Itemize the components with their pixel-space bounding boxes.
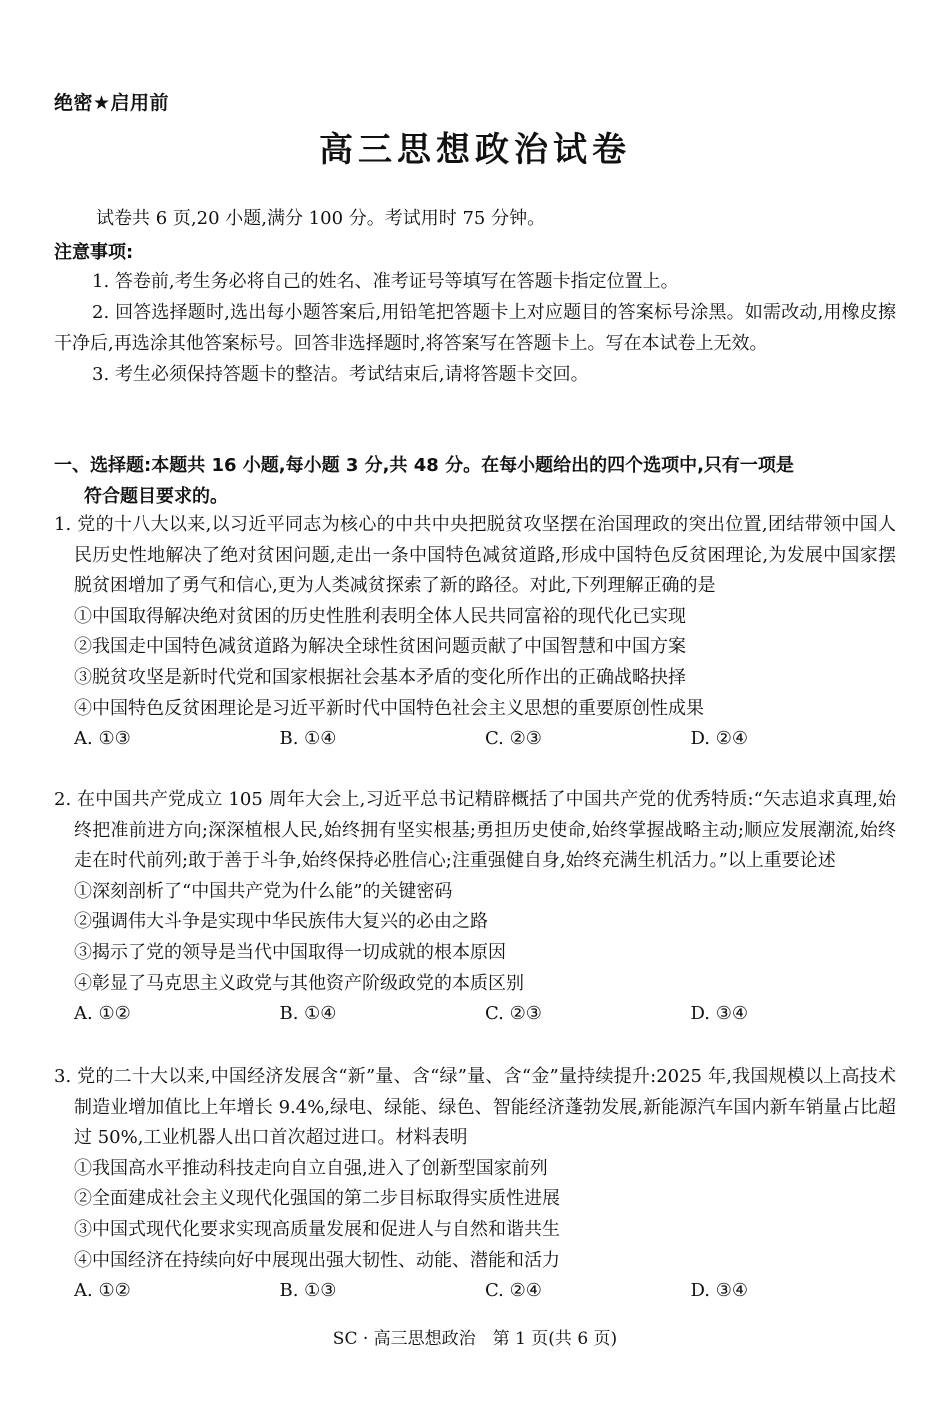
- choice-d: D. ②④: [690, 728, 749, 750]
- choice-a: A. ①②: [74, 1280, 131, 1302]
- statement-4: ④中国特色反贫困理论是习近平新时代中国特色社会主义思想的重要原创性成果: [74, 697, 704, 719]
- page-footer: SC · 高三思想政治 第 1 页(共 6 页): [332, 1329, 618, 1349]
- answer-choices: [54, 999, 896, 1030]
- statement-1: ①我国高水平推动科技走向自立自强,进入了创新型国家前列: [74, 1157, 548, 1179]
- question-1: [54, 510, 896, 755]
- notice-item: 3. 考生必须保持答题卡的整洁。考试结束后,请将答题卡交回。: [92, 364, 589, 385]
- choice-c: C. ②③: [485, 1003, 542, 1025]
- notice-heading: 注意事项:: [54, 242, 134, 263]
- statement-3: ③中国式现代化要求实现高质量发展和促进人与自然和谐共生: [74, 1218, 560, 1240]
- choice-b: B. ①④: [279, 1003, 337, 1025]
- choice-c: C. ②④: [485, 1280, 542, 1302]
- choice-d: D. ③④: [690, 1003, 749, 1025]
- answer-choices: [54, 724, 896, 755]
- question-stem: 3. 党的二十大以来,中国经济发展含“新”量、含“绿”量、含“金”量持续提升:2025 年,我国规模以上高技术制造业增加值比上年增长 9.4%,绿电、绿能、绿色、智能经济蓬勃发展,新能源汽车国内新车销量占比超过 50%,工业机器人出口首次超过进口。材料表明: [54, 1066, 896, 1149]
- question-stem: 1. 党的十八大以来,以习近平同志为核心的中共中央把脱贫攻坚摆在治国理政的突出位置,团结带领中国人民历史性地解决了绝对贫困问题,走出一条中国特色减贫道路,形成中国特色反贫困理论,为发展中国家摆脱贫困增加了勇气和信心,更为人类减贫探索了新的路径。对此,下列理解正确的是: [54, 514, 896, 597]
- statement-2: ②全面建成社会主义现代化强国的第二步目标取得实质性进展: [74, 1188, 560, 1210]
- statement-3: ③脱贫攻坚是新时代党和国家根据社会基本矛盾的变化所作出的正确战略抉择: [74, 666, 686, 688]
- statement-4: ④彰显了马克思主义政党与其他资产阶级政党的本质区别: [74, 972, 524, 994]
- exam-title: 高三思想政治试卷: [319, 130, 631, 170]
- choice-b: B. ①④: [279, 728, 337, 750]
- statement-2: ②我国走中国特色减贫道路为解决全球性贫困问题贡献了中国智慧和中国方案: [74, 636, 686, 658]
- notice-item: 1. 答卷前,考生务必将自己的姓名、准考证号等填写在答题卡指定位置上。: [92, 271, 679, 292]
- choice-a: A. ①②: [74, 1003, 131, 1025]
- question-2: [54, 785, 896, 1030]
- notice-list: [54, 266, 896, 390]
- choice-b: B. ①③: [279, 1280, 337, 1302]
- statement-1: ①深刻剖析了“中国共产党为什么能”的关键密码: [74, 880, 453, 902]
- notice-item: 2. 回答选择题时,选出每小题答案后,用铅笔把答题卡上对应题目的答案标号涂黑。如需改动,用橡皮擦干净后,再选涂其他答案标号。回答非选择题时,将答案写在答题卡上。写在本试卷上无效。: [54, 302, 896, 354]
- answer-choices: [54, 1276, 896, 1307]
- confidential-label: 绝密★启用前: [54, 92, 170, 114]
- statement-4: ④中国经济在持续向好中展现出强大韧性、动能、潜能和活力: [74, 1249, 560, 1271]
- question-stem: 2. 在中国共产党成立 105 周年大会上,习近平总书记精辟概括了中国共产党的优秀特质:“矢志追求真理,始终把准前进方向;深深植根人民,始终拥有坚实根基;勇担历史使命,始终掌握战略主动;顺应发展潮流,始终走在时代前列;敢于善于斗争,始终保持必胜信心;注重强健自身,始终充满生机活力。”以上重要论述: [54, 789, 896, 872]
- choice-a: A. ①③: [74, 728, 131, 750]
- section-heading-line2: 符合题目要求的。: [84, 486, 228, 507]
- choice-d: D. ③④: [690, 1280, 749, 1302]
- choice-c: C. ②③: [485, 728, 542, 750]
- section-heading: [54, 450, 896, 512]
- exam-info: 试卷共 6 页,20 小题,满分 100 分。考试用时 75 分钟。: [96, 208, 546, 229]
- statement-3: ③揭示了党的领导是当代中国取得一切成就的根本原因: [74, 941, 506, 963]
- statement-1: ①中国取得解决绝对贫困的历史性胜利表明全体人民共同富裕的现代化已实现: [74, 605, 686, 627]
- question-3: [54, 1062, 896, 1307]
- statement-2: ②强调伟大斗争是实现中华民族伟大复兴的必由之路: [74, 911, 488, 933]
- section-heading-line1: 一、选择题:本题共 16 小题,每小题 3 分,共 48 分。在每小题给出的四个选项中,只有一项是: [54, 455, 794, 476]
